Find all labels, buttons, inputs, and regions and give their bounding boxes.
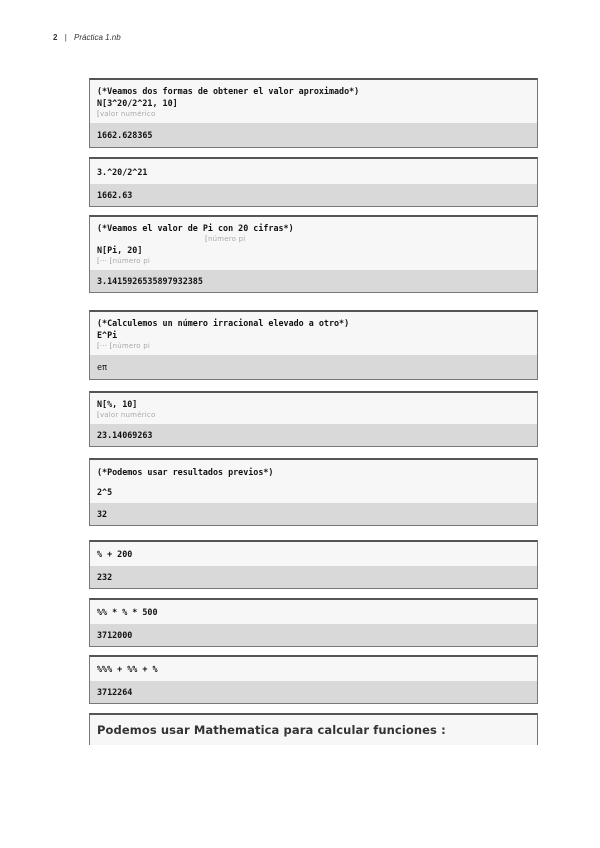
cell-input-code[interactable]: E^Pi <box>97 330 118 340</box>
function-tooltip: [··· [número pi <box>97 342 150 350</box>
cell-input[interactable] <box>90 312 537 355</box>
cell-input[interactable] <box>90 159 537 184</box>
cell-input-code[interactable]: N[Pi, 20] <box>97 245 143 255</box>
cell-output: 1662.628365 <box>90 123 537 147</box>
header-separator: | <box>64 33 67 42</box>
cell-output: 232 <box>90 566 537 588</box>
cell-input-code[interactable]: N[%, 10] <box>97 399 138 409</box>
cell-comment: (*Podemos usar resultados previos*) <box>97 467 274 477</box>
cell-comment: (*Veamos dos formas de obtener el valor aproximado*) <box>97 86 360 96</box>
cell-input[interactable] <box>90 217 537 270</box>
section-title: Podemos usar Mathematica para calcular funciones : <box>97 723 446 737</box>
notebook-cell[interactable] <box>89 78 538 148</box>
cell-input-code[interactable]: N[3^20/2^21, 10] <box>97 98 178 108</box>
function-tooltip: [valor numérico <box>97 411 156 419</box>
cell-input[interactable] <box>90 80 537 123</box>
cell-output: 3.1415926535897932385 <box>90 270 537 292</box>
notebook-cell[interactable] <box>89 391 538 447</box>
cell-input-code[interactable]: 3.^20/2^21 <box>97 167 148 177</box>
function-tooltip: [valor numérico <box>97 110 156 118</box>
notebook-cell[interactable] <box>89 157 538 207</box>
notebook-cell[interactable] <box>89 215 538 293</box>
cell-input[interactable] <box>90 600 537 624</box>
cell-input[interactable] <box>90 460 537 503</box>
notebook-cell[interactable] <box>89 310 538 380</box>
page-header <box>53 33 121 42</box>
cell-input-code[interactable]: %% * % * 500 <box>97 607 158 617</box>
cell-input-code[interactable]: 2^5 <box>97 487 113 497</box>
cell-comment: (*Calculemos un número irracional elevado a otro*) <box>97 318 350 328</box>
cell-input-code[interactable]: % + 200 <box>97 549 133 559</box>
cell-input[interactable] <box>90 542 537 566</box>
function-tooltip: [número pi <box>205 235 246 243</box>
notebook-cell[interactable] <box>89 655 538 704</box>
cell-output: 1662.63 <box>90 184 537 206</box>
function-tooltip: [··· [número pi <box>97 257 150 265</box>
cell-input-code[interactable]: %%% + %% + % <box>97 664 158 674</box>
cell-output: 32 <box>90 503 537 525</box>
notebook-cell[interactable] <box>89 540 538 589</box>
cell-output: 3712000 <box>90 624 537 646</box>
notebook-cell[interactable] <box>89 598 538 647</box>
page-number: 2 <box>53 33 58 42</box>
notebook-cell[interactable] <box>89 458 538 526</box>
notebook-filename: Práctica 1.nb <box>74 33 121 42</box>
cell-input[interactable] <box>90 393 537 424</box>
cell-input[interactable] <box>90 657 537 681</box>
cell-output: 3712264 <box>90 681 537 703</box>
cell-comment: (*Veamos el valor de Pi con 20 cifras*) <box>97 223 294 233</box>
cell-output: eπ <box>90 355 537 379</box>
section-cell[interactable] <box>89 713 538 745</box>
cell-output: 23.14069263 <box>90 424 537 446</box>
